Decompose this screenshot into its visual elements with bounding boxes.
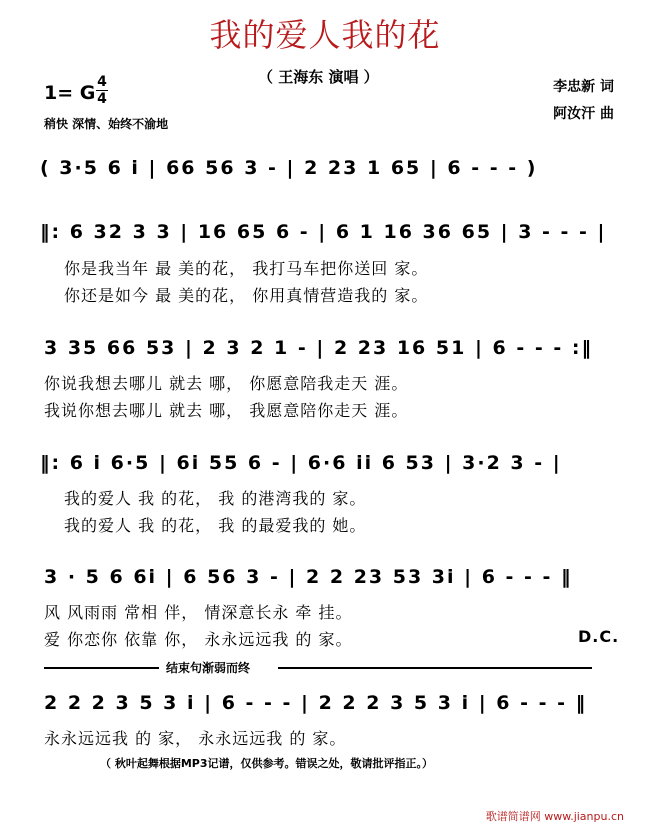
notation-row-5: 3 · 5 6 6i | 6 56 3 - | 2 2 23 53 3i | 6 - - - ‖ <box>44 566 573 588</box>
notation-row-1: ( 3·5 6 i | 66 56 3 - | 2 23 1 65 | 6 - - - ) <box>40 157 538 179</box>
ending-line-left <box>44 667 159 669</box>
notation-row-2: ‖: 6 32 3 3 | 16 65 6 - | 6 1 16 36 65 | 3 - - - | <box>40 221 607 243</box>
tempo-marking: 稍快 深情、始终不渝地 <box>44 117 169 131</box>
notation-row-4: ‖: 6 i 6·5 | 6i 55 6 - | 6·6 ii 6 53 | 3·2 3 - | <box>40 452 562 474</box>
composer: 阿汝汗 曲 <box>553 106 614 122</box>
lyric-row-5-2: 爱 你恋你 依靠 你， 永永远远我 的 家。 <box>44 630 353 649</box>
lyric-row-4-2: 我的爱人 我 的花， 我 的最爱我的 她。 <box>64 516 367 535</box>
ending-label: 结束句渐弱而终 <box>166 661 251 675</box>
notation-row-6: 2 2 2 3 5 3 i | 6 - - - | 2 2 2 3 5 3 i | 6 - - - ‖ <box>44 692 588 714</box>
lyric-row-2-2: 你还是如今 最 美的花， 你用真情营造我的 家。 <box>64 286 429 305</box>
ending-line-right <box>278 667 592 669</box>
lyric-row-5-1: 风 风雨雨 常相 伴， 情深意长永 牵 挂。 <box>44 603 353 622</box>
lyric-row-3-2: 我说你想去哪儿 就去 哪， 我愿意陪你走天 涯。 <box>44 401 409 420</box>
song-title: 我的爱人我的花 <box>209 16 441 54</box>
time-signature <box>96 75 108 106</box>
key-signature: 1= G <box>44 82 96 104</box>
lyric-row-3-1: 你说我想去哪儿 就去 哪， 你愿意陪我走天 涯。 <box>44 374 409 393</box>
lyric-row-6-1: 永永远远我 的 家， 永永远远我 的 家。 <box>44 729 347 748</box>
lyricist: 李忠新 词 <box>553 79 614 95</box>
lyric-row-2-1: 你是我当年 最 美的花， 我打马车把你送回 家。 <box>64 259 429 278</box>
site-footer: 歌谱简谱网 www.jianpu.cn <box>485 810 624 823</box>
meter-top: 4 <box>97 74 107 90</box>
meter-bottom: 4 <box>97 91 107 107</box>
transcription-note: （ 秋叶起舞根据MP3记谱，仅供参考。错误之处，敬请批评指正。） <box>100 757 433 770</box>
singer: （ 王海东 演唱 ） <box>258 68 379 86</box>
da-capo-mark: D.C. <box>578 627 620 646</box>
notation-row-3: 3 35 66 53 | 2 3 2 1 - | 2 23 16 51 | 6 - - - :‖ <box>44 337 593 359</box>
lyric-row-4-1: 我的爱人 我 的花， 我 的港湾我的 家。 <box>64 489 367 508</box>
